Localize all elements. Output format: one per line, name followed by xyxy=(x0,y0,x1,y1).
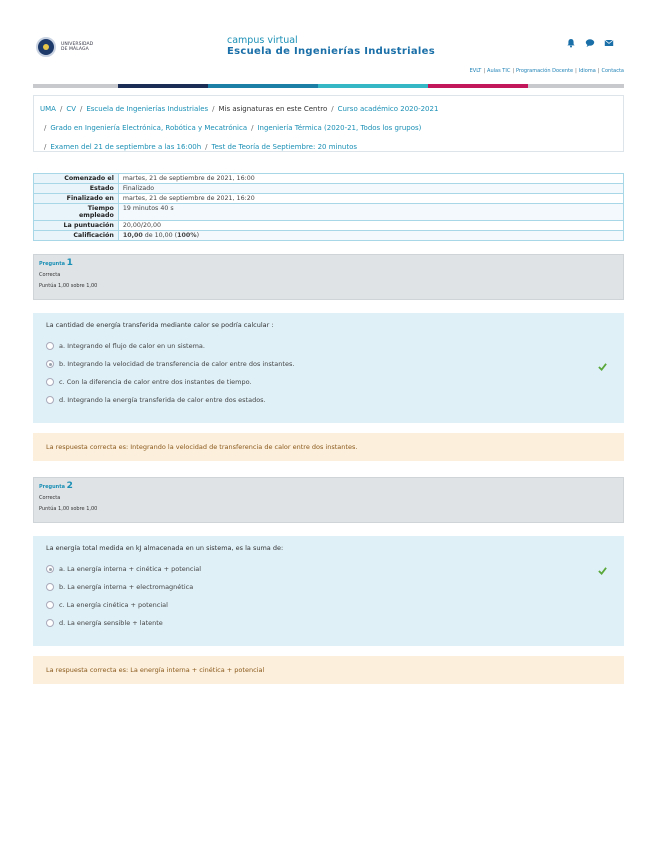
question-1-content xyxy=(33,313,624,423)
answer-label: d. Integrando la energía transferida de calor entre dos estados. xyxy=(59,396,266,404)
answer-label: c. La energía cinética + potencial xyxy=(59,601,168,609)
question-points: Puntúa 1,00 sobre 1,00 xyxy=(39,506,98,512)
answer-radio[interactable] xyxy=(46,619,54,627)
site-title-line-2: Escuela de Ingenierías Industriales xyxy=(227,46,435,57)
color-segment xyxy=(428,84,528,88)
grade-percent: 100% xyxy=(177,232,197,239)
question-label: Pregunta xyxy=(39,484,65,490)
breadcrumb-item[interactable]: Ingeniería Térmica (2020-21, Todos los grupos) xyxy=(257,124,422,132)
answer-option[interactable] xyxy=(46,391,611,409)
link-contacta[interactable]: Contacta xyxy=(601,68,624,74)
table-row xyxy=(34,204,624,221)
summary-label: Comenzado el xyxy=(34,174,119,184)
answer-radio[interactable] xyxy=(46,396,54,404)
answer-radio[interactable] xyxy=(46,342,54,350)
grade-score: 10,00 xyxy=(122,232,143,239)
answer-radio[interactable] xyxy=(46,601,54,609)
answer-option[interactable] xyxy=(46,596,611,614)
question-1-feedback xyxy=(33,433,624,461)
header-icon-group xyxy=(566,38,614,48)
color-segment xyxy=(318,84,428,88)
breadcrumb: UMA / CV / Escuela de Ingenierías Industriales / Mis asignaturas en este Centro / Curso académico 2020-2021 / Grado en Ingeniería Electrónica, Robótica y Mecatrónica / Ingeniería Térmica (2020-21, Todos los grupos) / Examen del 21 de septiembre a las 16:00h / Test de Teoría de Septiembre: 20 minutos xyxy=(33,95,624,152)
summary-label: Tiempo empleado xyxy=(34,204,119,221)
university-logo[interactable] xyxy=(36,37,93,57)
question-text: La cantidad de energía transferida mediante calor se podría calcular : xyxy=(46,321,274,329)
answer-option[interactable] xyxy=(46,373,611,391)
answer-label: a. La energía interna + cinética + potencial xyxy=(59,565,202,573)
breadcrumb-item[interactable]: Test de Teoría de Septiembre: 20 minutos xyxy=(211,143,358,151)
question-label: Pregunta xyxy=(39,261,65,267)
table-row xyxy=(34,174,624,184)
summary-label: Calificación xyxy=(34,231,119,241)
summary-label: La puntuación xyxy=(34,221,119,231)
answer-radio-selected[interactable] xyxy=(46,565,54,573)
breadcrumb-item[interactable]: Escuela de Ingenierías Industriales xyxy=(86,105,209,113)
answer-radio[interactable] xyxy=(46,378,54,386)
breadcrumb-item[interactable]: Curso académico 2020-2021 xyxy=(337,105,439,113)
color-segment xyxy=(528,84,624,88)
link-evlt[interactable]: EVLT xyxy=(469,68,482,74)
bell-icon[interactable] xyxy=(566,38,576,48)
feedback-text: La respuesta correcta es: La energía interna + cinética + potencial xyxy=(46,666,265,674)
answer-label: a. Integrando el flujo de calor en un sistema. xyxy=(59,342,205,350)
summary-value: 19 minutos 40 s xyxy=(118,204,623,221)
question-1-info xyxy=(33,254,624,300)
table-row xyxy=(34,184,624,194)
summary-value: martes, 21 de septiembre de 2021, 16:00 xyxy=(118,174,623,184)
answer-option[interactable] xyxy=(46,614,611,632)
question-state: Correcta xyxy=(39,495,61,501)
answer-option[interactable] xyxy=(46,337,611,355)
color-segment xyxy=(33,84,118,88)
link-aulas-tic[interactable]: Aulas TIC xyxy=(487,68,511,74)
question-2-feedback xyxy=(33,656,624,684)
color-segment xyxy=(208,84,318,88)
breadcrumb-item[interactable]: Grado en Ingeniería Electrónica, Robótica y Mecatrónica xyxy=(50,124,248,132)
link-idioma[interactable]: Idioma xyxy=(578,68,596,74)
university-seal-icon xyxy=(36,37,56,57)
question-text: La energía total medida en kJ almacenada en un sistema, es la suma de: xyxy=(46,544,284,552)
summary-value: Finalizado xyxy=(118,184,623,194)
question-state: Correcta xyxy=(39,272,61,278)
answer-radio[interactable] xyxy=(46,583,54,591)
answer-option[interactable] xyxy=(46,560,611,578)
table-row xyxy=(34,221,624,231)
answer-label: d. La energía sensible + latente xyxy=(59,619,163,627)
page-header xyxy=(0,0,655,90)
breadcrumb-item[interactable]: CV xyxy=(66,105,76,113)
grade-value xyxy=(118,231,623,241)
answer-label: b. Integrando la velocidad de transferencia de calor entre dos instantes. xyxy=(59,360,295,368)
grade-end-text: ) xyxy=(196,232,200,239)
answer-radio-selected[interactable] xyxy=(46,360,54,368)
question-2-info xyxy=(33,477,624,523)
header-links: EVLT | Aulas TIC | Programación Docente | Idioma | Contacta xyxy=(469,68,624,74)
correct-check-icon xyxy=(598,566,607,575)
header-color-bar xyxy=(33,84,624,88)
summary-label: Estado xyxy=(34,184,119,194)
answer-label: b. La energía interna + electromagnética xyxy=(59,583,194,591)
link-programacion-docente[interactable]: Programación Docente xyxy=(516,68,574,74)
answer-option[interactable] xyxy=(46,355,611,373)
question-points: Puntúa 1,00 sobre 1,00 xyxy=(39,283,98,289)
question-2-content xyxy=(33,536,624,646)
summary-value: martes, 21 de septiembre de 2021, 16:20 xyxy=(118,194,623,204)
attempt-summary-table xyxy=(33,173,624,241)
summary-label: Finalizado en xyxy=(34,194,119,204)
chat-icon[interactable] xyxy=(585,38,595,48)
correct-check-icon xyxy=(598,362,607,371)
question-number: 2 xyxy=(66,481,73,491)
envelope-icon[interactable] xyxy=(604,38,614,48)
answer-label: c. Con la diferencia de calor entre dos instantes de tiempo. xyxy=(59,378,252,386)
breadcrumb-item[interactable]: Examen del 21 de septiembre a las 16:00h xyxy=(50,143,202,151)
breadcrumb-item[interactable]: UMA xyxy=(40,105,56,113)
logo-line-2: DE MÁLAGA xyxy=(61,47,89,52)
site-title-line-1: campus virtual xyxy=(227,35,298,46)
breadcrumb-item: Mis asignaturas en este Centro xyxy=(218,105,328,113)
answer-option[interactable] xyxy=(46,578,611,596)
table-row xyxy=(34,231,624,241)
color-segment xyxy=(118,84,208,88)
logo-line-1: UNIVERSIDAD xyxy=(61,41,94,47)
question-number: 1 xyxy=(66,258,73,268)
site-title[interactable] xyxy=(227,35,435,57)
summary-value: 20,00/20,00 xyxy=(118,221,623,231)
table-row xyxy=(34,194,624,204)
feedback-text: La respuesta correcta es: Integrando la velocidad de transferencia de calor entre dos instantes. xyxy=(46,443,358,451)
grade-mid-text: de 10,00 ( xyxy=(142,232,178,239)
